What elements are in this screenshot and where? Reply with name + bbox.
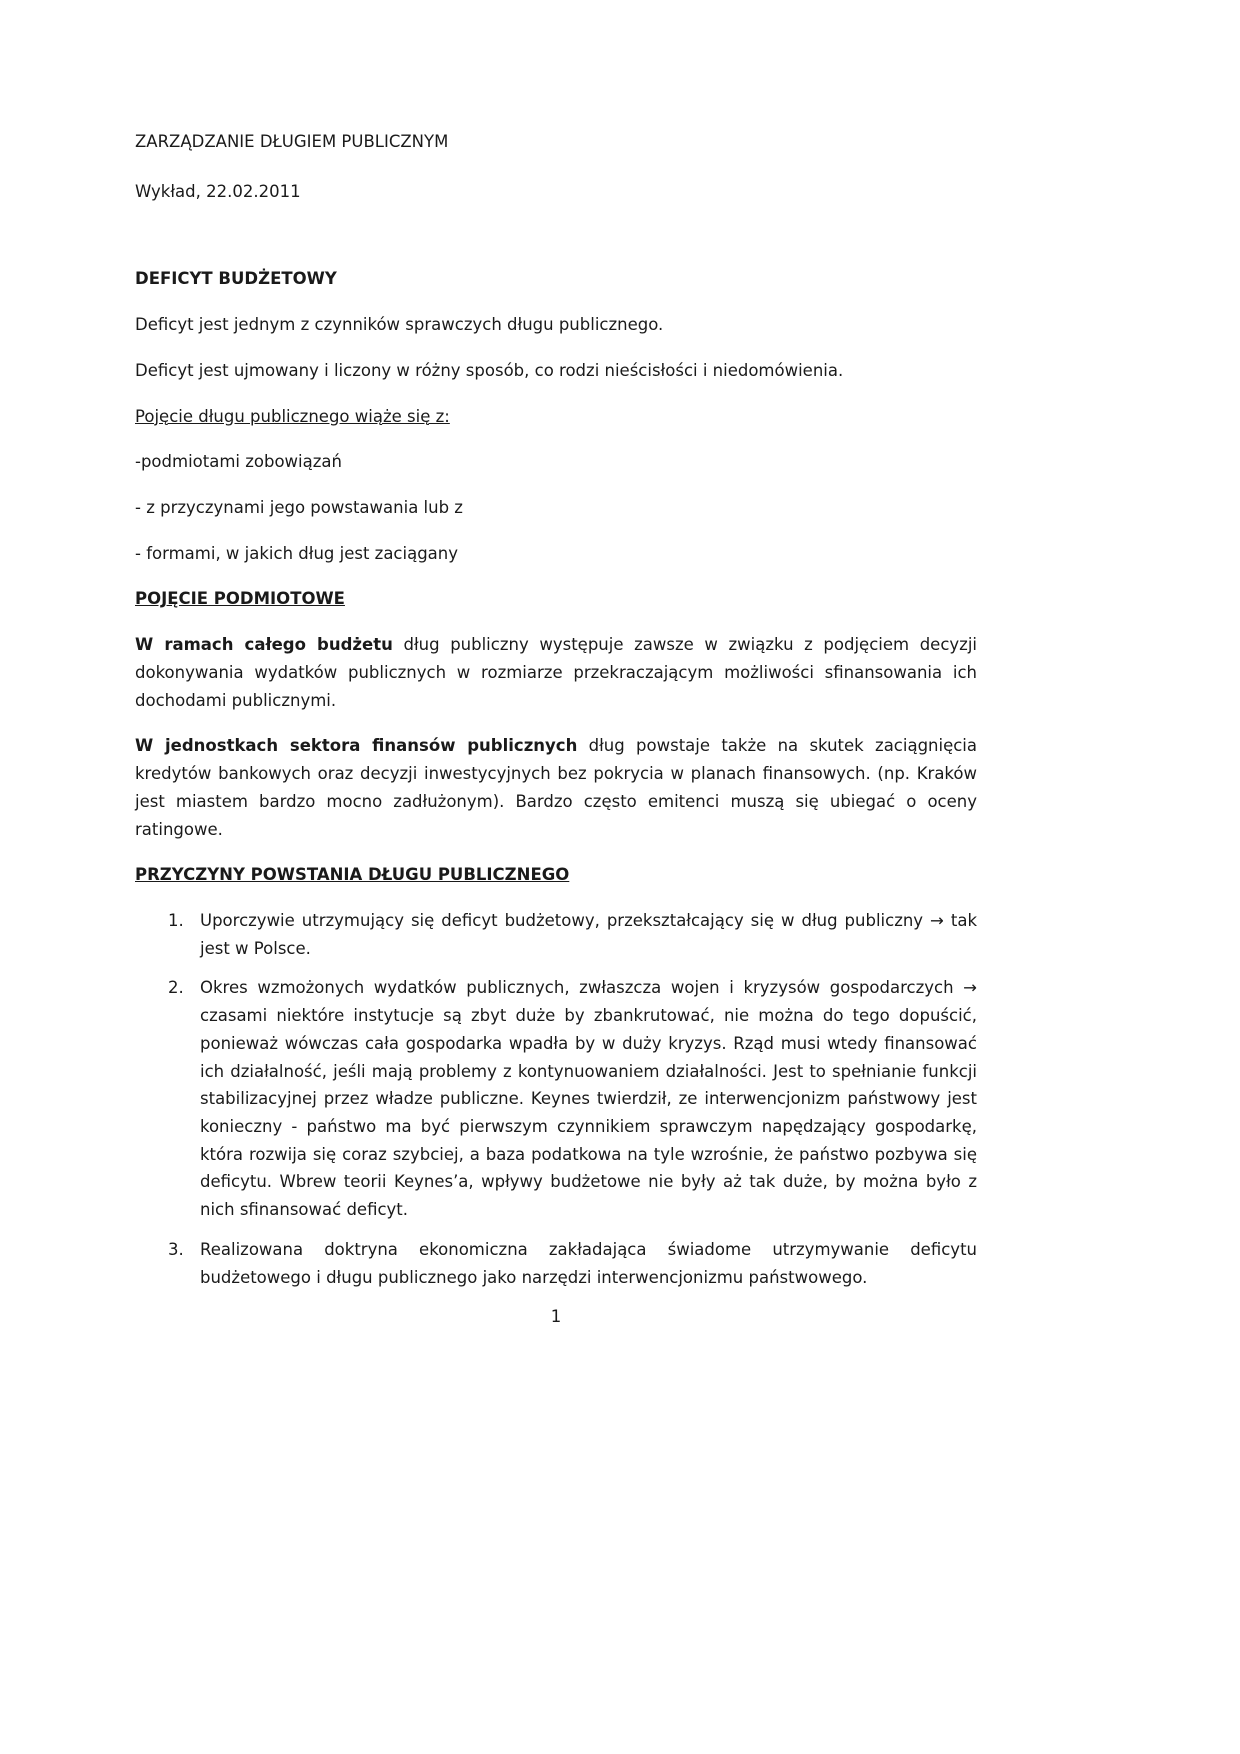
list-item-number: 1.: [168, 910, 184, 930]
paragraph-w-ramach-budzetu: [135, 631, 977, 714]
list-item-text: Okres wzmożonych wydatków publicznych, zwłaszcza wojen i kryzysów gospodarczych → czasami niektóre instytucje są zbyt duże by zbankrutować, nie można do tego dopuścić, ponieważ wówczas cała gospodarka wpadła by w duży kryzys. Rząd musi wtedy finansować ich działalność, jeśli mają problemy z kontynuowaniem działalności. Jest to spełnianie funkcji stabilizacyjnej przez władze publiczne. Keynes twierdził, ze interwencjonizm państwowy jest konieczny - państwo ma być pierwszym czynnikiem sprawczym napędzający gospodarkę, która rozwija się coraz szybciej, a baza podatkowa na tyle wzrośnie, że państwo pozbywa się deficytu. Wbrew teorii Keynes’a, wpływy budżetowe nie były aż tak duże, by można było z nich sfinansować deficyt.: [200, 978, 977, 1220]
paragraph-w-jednostkach: [135, 732, 977, 843]
list-item-2: [135, 974, 977, 1223]
page-number: 1: [550, 1307, 562, 1327]
list-item-1: [135, 907, 977, 962]
dash-item-formami: - formami, w jakich dług jest zaciągany: [135, 543, 459, 563]
lecture-date-line: Wykład, 22.02.2011: [135, 181, 301, 201]
dash-item-podmiotami: -podmiotami zobowiązań: [135, 452, 342, 472]
bold-lead-w-ramach: W ramach całego budżetu: [135, 635, 393, 655]
numbered-list: [135, 907, 977, 1291]
underlined-lead-pojecie-dlugu: Pojęcie długu publicznego wiąże się z:: [135, 406, 450, 426]
list-item-3: [135, 1236, 977, 1291]
list-item-text: Realizowana doktryna ekonomiczna zakładająca świadome utrzymywanie deficytu budżetowego i długu publicznego jako narzędzi interwencjonizmu państwowego.: [200, 1239, 977, 1287]
paragraph-deficyt-2: Deficyt jest ujmowany i liczony w różny sposób, co rodzi nieścisłości i niedomówienia.: [135, 360, 844, 380]
bold-lead-w-jednostkach: W jednostkach sektora finansów publicznych: [135, 736, 578, 756]
list-item-number: 3.: [168, 1239, 184, 1259]
document-title: ZARZĄDZANIE DŁUGIEM PUBLICZNYM: [135, 132, 449, 151]
section-heading-deficyt-budzetowy: DEFICYT BUDŻETOWY: [135, 269, 337, 289]
paragraph-rest: dług publiczny występuje zawsze w związku z podjęciem decyzji dokonywania wydatków publicznych w rozmiarze przekraczającym możliwości sfinansowania ich dochodami publicznymi.: [135, 635, 977, 710]
paragraph-deficyt-1: Deficyt jest jednym z czynników sprawczych długu publicznego.: [135, 315, 664, 335]
list-item-text: Uporczywie utrzymujący się deficyt budżetowy, przekształcający się w dług publiczny → tak jest w Polsce.: [200, 910, 977, 958]
paragraph-rest: dług powstaje także na skutek zaciągnięcia kredytów bankowych oraz decyzji inwestycyjnych bez pokrycia w planach finansowych. (np. Kraków jest miastem bardzo mocno zadłużonym). Bardzo często emitenci muszą się ubiegać o oceny ratingowe.: [135, 736, 978, 839]
section-heading-przyczyny-powstania: PRZYCZYNY POWSTANIA DŁUGU PUBLICZNEGO: [135, 865, 570, 885]
section-heading-pojecie-podmiotowe: POJĘCIE PODMIOTOWE: [135, 589, 345, 609]
dash-item-przyczynami: - z przyczynami jego powstawania lub z: [135, 498, 463, 518]
list-item-number: 2.: [168, 978, 184, 998]
